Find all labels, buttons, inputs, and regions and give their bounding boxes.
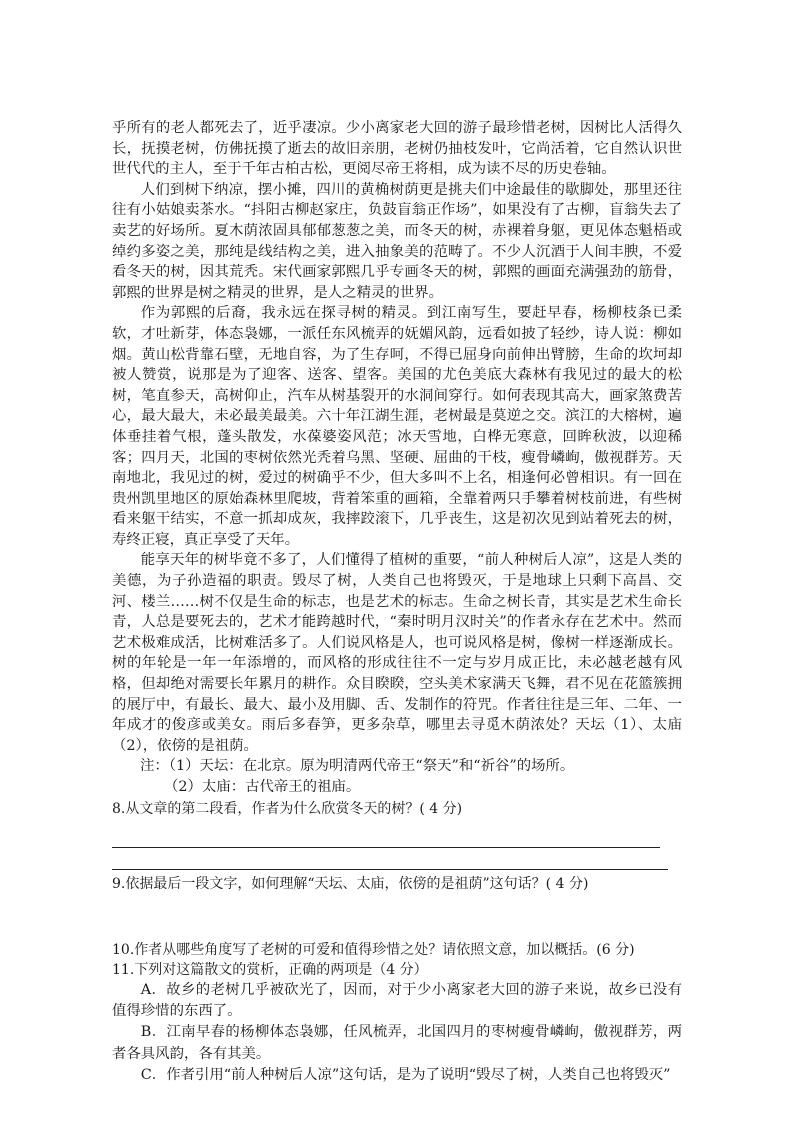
question-10: 10.作者从哪些角度写了老树的可爱和值得珍惜之处？请依照文意，加以概括。(6 分) (112, 941, 635, 958)
footnote-1: 注：（1）天坛：在北京。原为明清两代帝王“祭天”和“祈谷”的场所。 (140, 758, 575, 775)
footnote-2: （2）太庙：古代帝王的祖庙。 (164, 779, 361, 795)
option-a: A．故乡的老树几乎被砍光了，因而，对于少小离家老大回的游子来说，故乡已没有值得珍惜的东西了。 (112, 981, 682, 1019)
option-b: B．江南早春的杨柳体态袅娜，任风梳弄，北国四月的枣树瘦骨嶙峋，傲视群芳，两者各具风韵，各有其美。 (112, 1024, 682, 1062)
paragraph-2: 人们到树下纳凉，摆小摊，四川的黄桷树荫更是挑夫们中途最佳的歇脚处，那里还往往有小姑娘卖茶水。“抖阳古柳赵家庄，负鼓盲翁正作场”，如果没有了古柳，盲翁失去了卖艺的好场所。夏木荫浓固具郁郁葱葱之美，而冬天的树，赤裸着身躯，更见体态魁梧或绰约多姿之美，那纯是线结构之美，进入抽象美的范畴了。不少人沉酒于人间丰腴，不爱看冬天的树，因其荒秃。宋代画家郭熙几乎专画冬天的树，郭熙的画面充满强劲的筋骨，郭熙的世界是树之精灵的世界，是人之精灵的世界。 (112, 181, 682, 301)
answer-line-2[interactable] (112, 869, 668, 870)
paragraph-1: 乎所有的老人都死去了，近乎凄凉。少小离家老大回的游子最珍惜老树，因树比人活得久长，抚摸老树，仿佛抚摸了逝去的故旧亲朋，老树仍抽枝发叶，它尚活着，它自然认识世世代代的主人，至于千年古柏古松，更阅尽帝王将相，成为读不尽的历史卷轴。 (112, 120, 682, 178)
question-8: 8.从文章的第二段看，作者为什么欣赏冬天的树？( 4 分) (112, 800, 463, 817)
paragraph-4: 能享天年的树毕竟不多了，人们懂得了植树的重要，“前人种树后人凉”，这是人类的美德，为子孙造福的职责。毁尽了树，人类自己也将毁灭，于是地球上只剩下高昌、交河、楼兰……树不仅是生命的标志，也是艺术的标志。生命之树长青，其实是艺术生命长青，人总是要死去的，艺术才能跨越时代，“秦时明月汉时关”的作者永存在艺术中。然而艺术极难成活，比树难活多了。人们说风格是人，也可说风格是树，像树一样逐渐成长。树的年轮是一年一年添增的，而风格的形成往往不一定与岁月成正比，未必越老越有风格，但却绝对需要长年累月的耕作。众目睽睽，空头美术家满天飞舞，君不见在花篮簇拥的展厅中，有最长、最大、最小及用脚、舌、发制作的符咒。作者往往是三年、二年、一年成才的俊彦或美女。雨后多春笋，更多杂草，哪里去寻觅木荫浓处？天坛（1）、太庙（2），依傍的是祖荫。 (112, 552, 682, 754)
option-c: C．作者引用“前人种树后人凉”这句话，是为了说明“毁尽了树，人类自己也将毁灭” (140, 1067, 671, 1084)
article-body (112, 118, 682, 756)
question-9: 9.依据最后一段文字，如何理解“天坛、太庙，依傍的是祖荫”这句话？( 4 分) (112, 875, 589, 892)
question-11: 11.下列对这篇散文的赏析，正确的两项是（4 分） (112, 961, 428, 978)
paragraph-3: 作为郭熙的后裔，我永远在探寻树的精灵。到江南写生，要赶早春，杨柳枝条已柔软，才吐新芽，体态袅娜，一派任东风梳弄的妩媚风韵，远看如披了轻纱，诗人说：柳如烟。黄山松背靠石壁，无地自容，为了生存呵，不得已屈身向前伸出臂膀，生命的坎坷却被人赞赏，说那是为了迎客、送客、望客。美国的尤色美底大森林有我见过的最大的松树，笔直参天，高树仰止，汽车从树基裂开的水洞间穿行。如何表现其高大，画家煞费苦心，最大最大，未必最美最美。六十年江湖生涯，老树最是莫逆之交。滨江的大榕树，遍体垂挂着气根，蓬头散发，水葆婆姿风范；冰天雪地，白桦无寒意，回眸秋波，以迎稀客；四月天，北国的枣树依然光秃着乌黑、坚硬、屈曲的干枝，瘦骨嶙峋，傲视群芳。天南地北，我见过的树，爱过的树确乎不少，但大多叫不上名，相逢何必曾相识。有一回在贵州凯里地区的原始森林里爬坡，背着笨重的画箱，全靠着两只手攀着树枝前进，有些树看来躯干结实，不意一抓却成灰，我摔跤滚下，几乎丧生，这是初次见到站着死去的树，寿终正寝，真正享受了天年。 (112, 305, 682, 548)
answer-line-1[interactable] (112, 847, 660, 848)
footnotes (112, 756, 682, 797)
